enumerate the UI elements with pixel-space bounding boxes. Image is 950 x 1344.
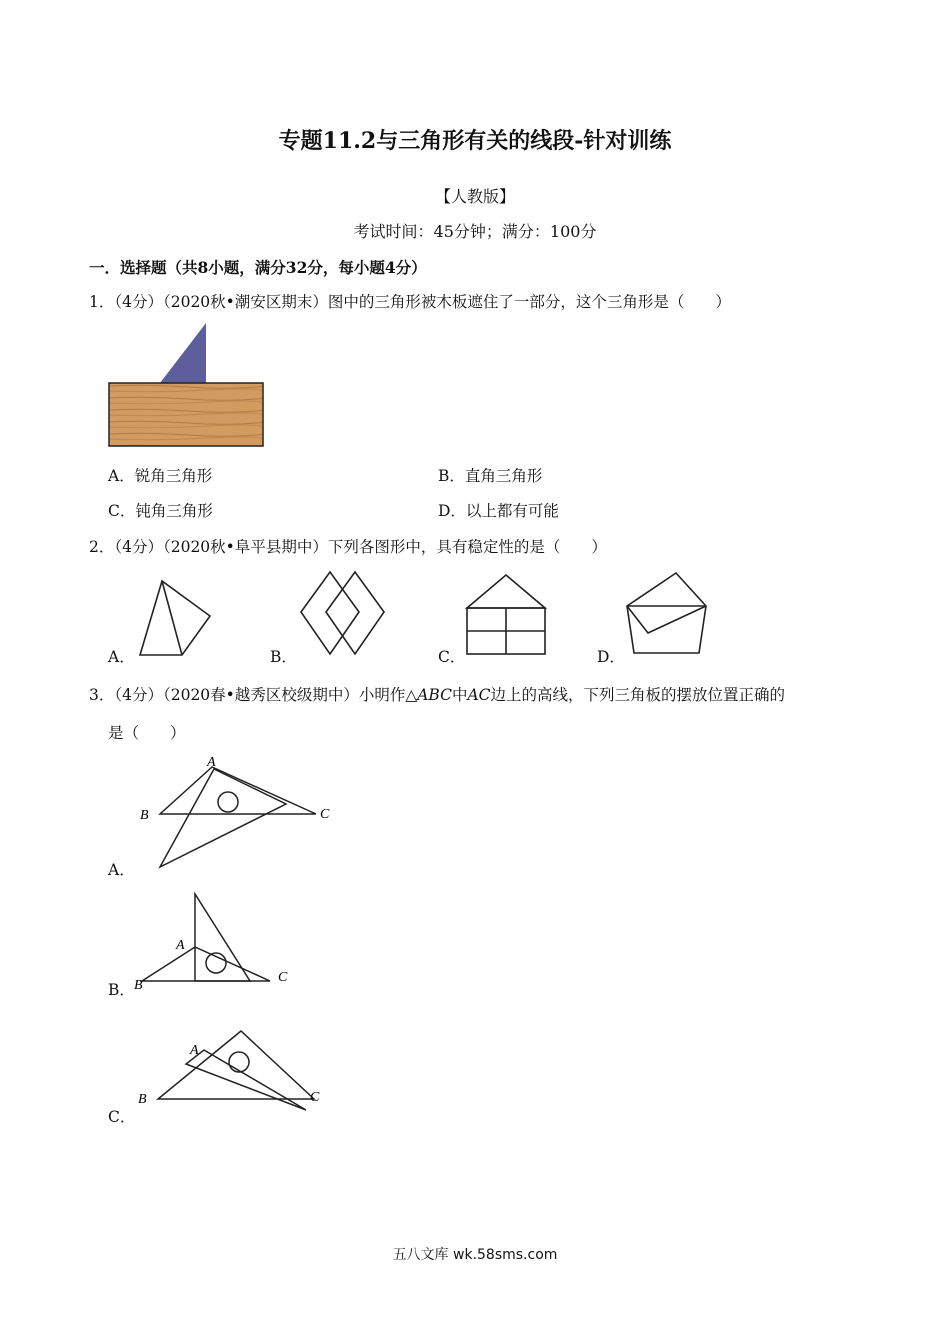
q2-figure-b: [298, 570, 388, 660]
footer-watermark: 五八文库 wk.58sms.com: [392, 1247, 558, 1263]
question-1-figure: [108, 323, 268, 451]
q3-figure-b: [132, 890, 302, 1000]
label-a: A: [190, 1043, 199, 1058]
q2-figure-d: [624, 569, 714, 659]
hidden-triangle: [160, 323, 206, 383]
q3-option-a[interactable]: A．: [108, 861, 135, 879]
label-b: B: [140, 808, 149, 823]
q2-figure-c: [464, 573, 548, 657]
label-b: B: [134, 978, 143, 993]
q2-option-a[interactable]: A．: [108, 648, 135, 666]
q2-figure-a: [136, 579, 216, 659]
label-c: C: [278, 970, 288, 985]
q2-option-c[interactable]: C．: [438, 648, 466, 666]
question-2-text: 2．（4分）（2020秋•阜平县期中）下列各图形中，具有稳定性的是（ ）: [89, 538, 607, 556]
question-3-text: 3．（4分）（2020春•越秀区校级期中）小明作△ABC中AC边上的高线，下列三角板的摆放位置正确的: [89, 686, 786, 704]
q2-option-b[interactable]: B．: [270, 648, 297, 666]
edition-label: 【人教版】: [434, 187, 515, 206]
label-a: A: [207, 755, 216, 770]
q1-option-d[interactable]: D．以上都有可能: [438, 502, 559, 520]
label-c: C: [320, 807, 330, 822]
document-title: 专题11.2与三角形有关的线段-针对训练: [278, 128, 672, 154]
label-c: C: [310, 1090, 320, 1105]
wooden-board: [109, 383, 263, 446]
section-heading: 一．选择题（共8小题，满分32分，每小题4分）: [89, 258, 427, 277]
q3-option-c[interactable]: C．: [108, 1108, 136, 1126]
q3-figure-a: [136, 752, 336, 872]
q2-option-d[interactable]: D．: [597, 648, 625, 666]
q1-option-c[interactable]: C．钝角三角形: [108, 502, 213, 520]
q1-option-b[interactable]: B．直角三角形: [438, 467, 543, 485]
q3-option-b[interactable]: B．: [108, 981, 135, 999]
exam-info: 考试时间：45分钟；满分：100分: [353, 222, 597, 241]
q3-figure-c: [134, 1028, 334, 1118]
label-a: A: [176, 938, 185, 953]
question-1-text: 1．（4分）（2020秋•潮安区期末）图中的三角形被木板遮住了一部分，这个三角形是（ ）: [89, 293, 731, 311]
q1-option-a[interactable]: A．锐角三角形: [108, 467, 213, 485]
label-b: B: [138, 1092, 147, 1107]
question-3-text-line2: 是（ ）: [108, 724, 186, 742]
